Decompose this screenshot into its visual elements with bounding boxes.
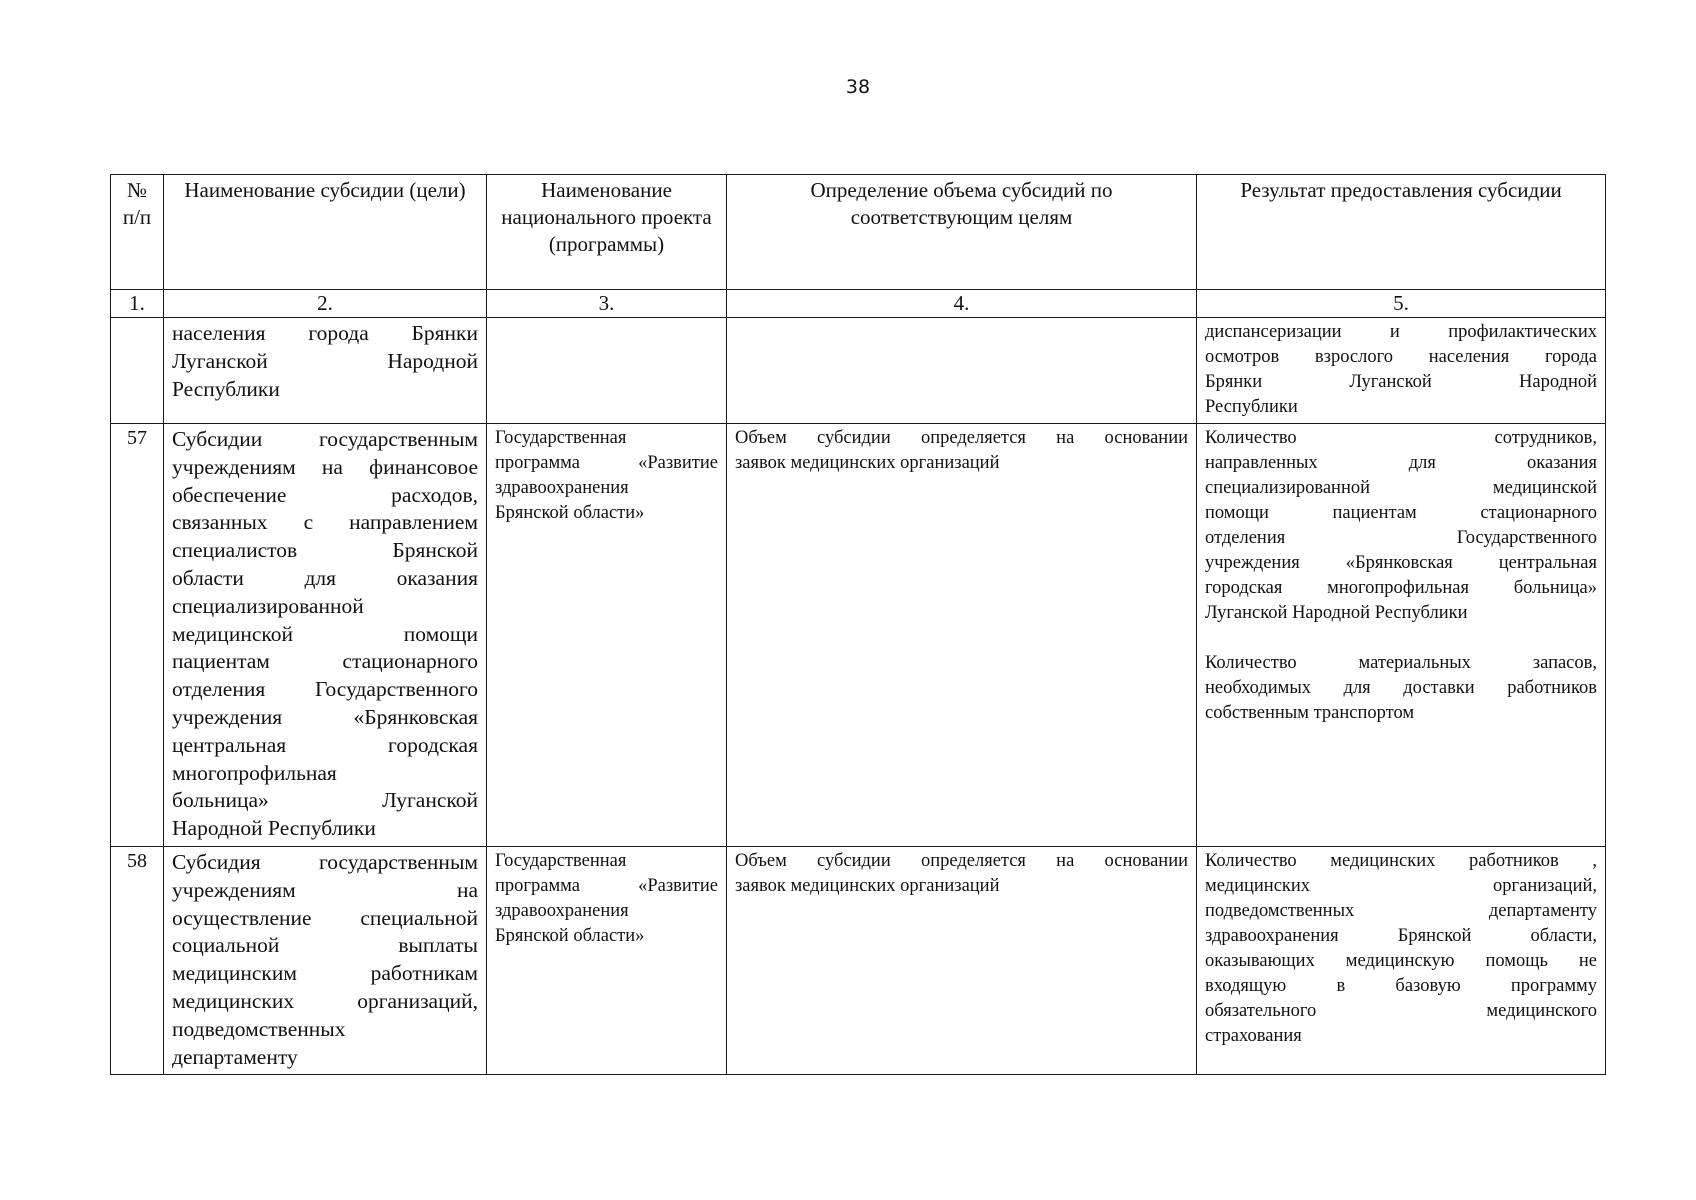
header-result: Результат предоставления субсидии (1197, 175, 1606, 290)
text-line: здравоохранения Брянской области, (1205, 925, 1597, 946)
text-line: страхования (1205, 1025, 1302, 1046)
table-row (111, 424, 1606, 847)
text-line: Количество медицинских работников , (1205, 850, 1597, 871)
text-line: заявок медицинских организаций (735, 453, 1000, 473)
text-line: отделения Государственного (1205, 528, 1597, 548)
text-line: Луганской Народной (172, 348, 478, 373)
text-line: подведомственных департаменту (1205, 900, 1597, 921)
text-line: Брянской области» (495, 503, 645, 523)
text-line: Объем субсидии определяется на основании (735, 428, 1188, 448)
column-number: 2. (164, 290, 487, 318)
subsidy-table (110, 174, 1606, 1075)
column-number: 1. (111, 290, 164, 318)
header-subsidy-name: Наименование субсидии (цели) (164, 175, 487, 290)
text-line: осмотров взрослого населения города (1205, 347, 1597, 367)
text-line: оказывающих медицинскую помощь не (1205, 950, 1597, 971)
page-number: 38 (845, 76, 871, 98)
result-cell (1197, 424, 1606, 847)
text-line: учреждениям на финансовое (172, 454, 478, 479)
text-line: Количество материальных запасов, (1205, 653, 1597, 673)
text-line: больница» Луганской (172, 788, 478, 813)
column-number: 4. (727, 290, 1197, 318)
text-line: связанных с направлением (172, 510, 478, 535)
text-line: учреждениям на (172, 877, 478, 902)
text-line: Государственная (495, 850, 627, 871)
program-cell (487, 318, 727, 424)
column-number: 3. (487, 290, 727, 318)
table-row (111, 318, 1606, 424)
text-line: здравоохранения (495, 900, 629, 921)
text-line: социальной выплаты (172, 933, 478, 958)
text-line: пациентам стационарного (172, 649, 478, 674)
result-cell (1197, 846, 1606, 1074)
volume-cell (727, 424, 1197, 847)
text-line: департаменту (172, 1044, 298, 1069)
text-line: специализированной медицинской (1205, 478, 1597, 498)
text-line: учреждения «Брянковская центральная (1205, 553, 1597, 573)
text-line: программа «Развитие (495, 453, 718, 473)
text-line: Объем субсидии определяется на основании (735, 850, 1188, 871)
header-national-project: Наименование национального проекта (программы) (487, 175, 727, 290)
text-line: медицинским работникам (172, 961, 478, 986)
row-num: 57 (111, 424, 164, 847)
text-line: Брянки Луганской Народной (1205, 372, 1597, 392)
volume-cell (727, 846, 1197, 1074)
text-line: Народной Республики (172, 816, 376, 841)
text-line: Государственная (495, 428, 627, 448)
text-line: обязательного медицинского (1205, 1000, 1597, 1021)
text-line: области для оказания (172, 565, 478, 590)
text-line: Субсидия государственным (172, 849, 478, 874)
program-cell (487, 424, 727, 847)
column-number-row (111, 290, 1606, 318)
table-row (111, 846, 1606, 1074)
text-line: программа «Развитие (495, 875, 718, 896)
text-line: обеспечение расходов, (172, 482, 478, 507)
row-num (111, 318, 164, 424)
text-line: медицинских организаций, (172, 988, 478, 1013)
program-cell (487, 846, 727, 1074)
text-line: диспансеризации и профилактических (1205, 322, 1597, 342)
result-cell (1197, 318, 1606, 424)
subsidy-name-cell (164, 846, 487, 1074)
row-num: 58 (111, 846, 164, 1074)
text-line: Республики (172, 376, 280, 401)
subsidy-name-cell (164, 318, 487, 424)
text-line: заявок медицинских организаций (735, 875, 1000, 896)
text-line: помощи пациентам стационарного (1205, 503, 1597, 523)
volume-cell (727, 318, 1197, 424)
text-line: направленных для оказания (1205, 453, 1597, 473)
header-num: № п/п (111, 175, 164, 290)
text-line: входящую в базовую программу (1205, 975, 1597, 996)
text-line: здравоохранения (495, 478, 629, 498)
text-line: осуществление специальной (172, 905, 478, 930)
text-line: Луганской Народной Республики (1205, 603, 1468, 623)
text-line: Субсидии государственным (172, 427, 478, 451)
text-line: подведомственных (172, 1016, 346, 1041)
header-row (111, 175, 1606, 290)
header-volume-definition: Определение объема субсидий по соответствующим целям (727, 175, 1197, 290)
text-line: Количество сотрудников, (1205, 428, 1597, 448)
text-line: отделения Государственного (172, 677, 478, 702)
text-line: медицинских организаций, (1205, 875, 1597, 896)
text-line: городская многопрофильная больница» (1205, 578, 1597, 598)
text-line: специалистов Брянской (172, 538, 478, 563)
text-line: Республики (1205, 397, 1298, 417)
text-line: центральная городская (172, 732, 478, 757)
text-line: необходимых для доставки работников (1205, 678, 1597, 698)
column-number: 5. (1197, 290, 1606, 318)
text-line: учреждения «Брянковская (172, 704, 478, 729)
text-line: медицинской помощи (172, 621, 478, 646)
text-line: Брянской области» (495, 925, 645, 946)
paragraph-gap (1205, 626, 1597, 651)
subsidy-name-cell (164, 424, 487, 847)
text-line: специализированной (172, 593, 364, 618)
text-line: многопрофильная (172, 760, 337, 785)
text-line: населения города Брянки (172, 321, 478, 345)
text-line: собственным транспортом (1205, 703, 1415, 723)
